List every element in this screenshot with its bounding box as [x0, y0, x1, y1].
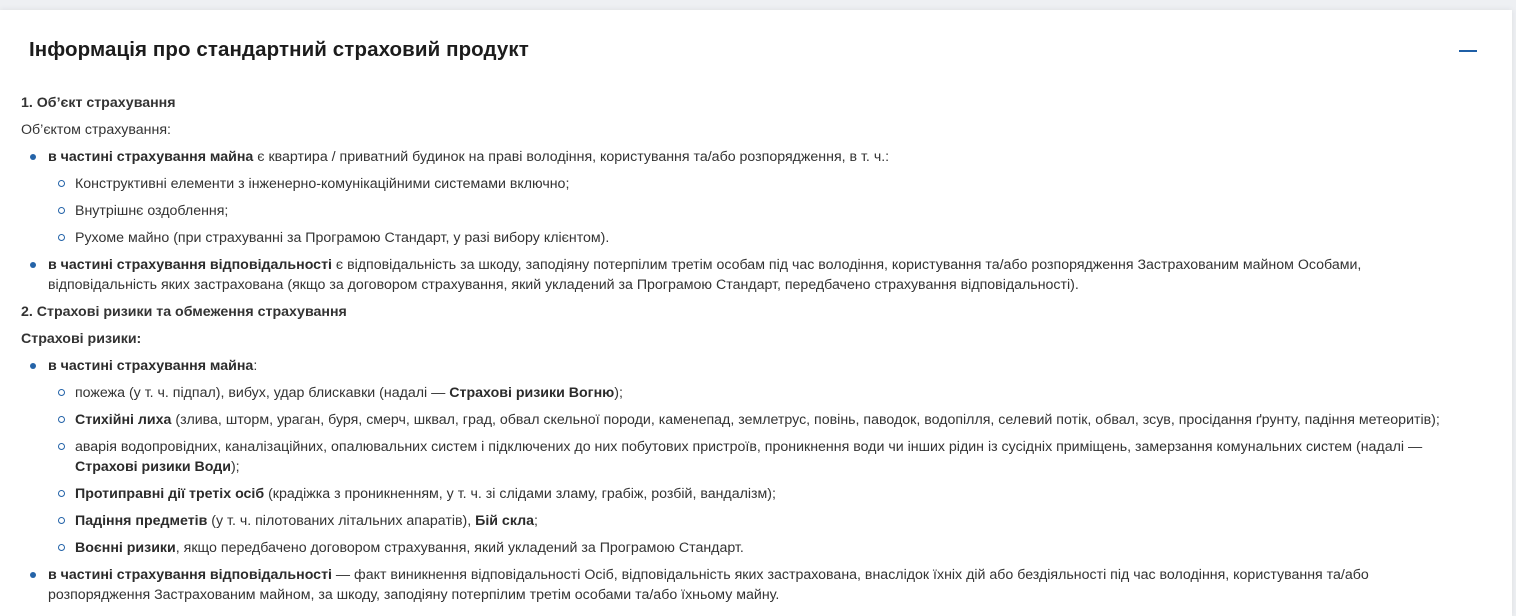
item-text: (злива, шторм, ураган, буря, смерч, шквал, град, обвал скельної породи, каменепад, землетрус, повінь, паводок, водопілля, селевий потік, обвал, зсув, просідання ґрунту, падіння метеоритів); — [171, 412, 1440, 428]
minus-icon[interactable] — [1452, 48, 1486, 70]
sub-list-item — [48, 437, 1472, 477]
item-text: — факт виникнення відповідальності Осіб, відповідальність яких застрахована, внаслідок їхніх дій або бездіяльності під час володіння, користування та/або розпорядження Застрахованим майном, за шкоду, заподіяну потерпілим третім особами та/або їхньому майну. — [48, 567, 1369, 603]
list-item — [21, 565, 1472, 605]
list-item — [21, 356, 1472, 558]
bullet-list — [21, 356, 1472, 605]
bold-text: Падіння предметів — [75, 513, 208, 529]
bold-text: Страхові ризики Води — [75, 459, 231, 475]
bold-text: в частині страхування відповідальності — [48, 257, 332, 273]
sub-list — [48, 174, 1472, 248]
bold-text: Страхові ризики Вогню — [449, 385, 615, 401]
list-item — [21, 255, 1472, 295]
item-text: є відповідальність за шкоду, заподіяну потерпілим третім особам під час володіння, користування та/або розпорядження Застрахованим майном Особами, відповідальність яких застрахована (якщо за договором страхування, який укладений за Програмою Стандарт, передбачено страхування відповідальності). — [48, 257, 1362, 293]
item-text: ; — [534, 513, 538, 529]
item-text: (у т. ч. пілотованих літальних апаратів), — [207, 513, 476, 529]
section-intro: Об’єктом страхування: — [21, 122, 171, 138]
sub-list-item: Внутрішнє оздоблення; — [48, 201, 1472, 221]
sub-list-item: Конструктивні елементи з інженерно-комунікаційними системами включно; — [48, 174, 1472, 194]
bullet-list — [21, 147, 1472, 295]
sub-list — [48, 383, 1472, 558]
accordion-title: Інформація про стандартний страховий продукт — [29, 38, 529, 61]
item-text: (крадіжка з проникненням, у т. ч. зі слідами зламу, грабіж, розбій, вандалізм); — [264, 486, 776, 502]
sub-list-item — [48, 383, 1472, 403]
bold-text: Протиправні дії третіх осіб — [75, 486, 265, 502]
item-text: ); — [614, 385, 623, 401]
bold-text: Стихійні лиха — [75, 412, 172, 428]
sub-list-item — [48, 538, 1472, 558]
list-item — [21, 147, 1472, 248]
accordion-header[interactable] — [0, 10, 1512, 92]
section-subheading: Страхові ризики: — [21, 331, 142, 347]
accordion-card — [0, 10, 1512, 616]
sub-list-item — [48, 484, 1472, 504]
item-text: ); — [230, 459, 240, 475]
section-heading: 2. Страхові ризики та обмеження страхування — [21, 304, 347, 320]
sub-list-item: Рухоме майно (при страхуванні за Програмою Стандарт, у разі вибору клієнтом). — [48, 228, 1472, 248]
sub-list-item — [48, 410, 1472, 430]
item-text: пожежа (у т. ч. підпал), вибух, удар блискавки (надалі — — [75, 385, 450, 401]
item-text: : — [253, 358, 258, 374]
section-heading: 1. Об’єкт страхування — [21, 95, 176, 111]
minus-bar — [1459, 50, 1477, 52]
item-text: , якщо передбачено договором страхування, який укладений за Програмою Стандарт. — [175, 540, 744, 556]
bold-text: в частині страхування майна — [48, 358, 254, 374]
bold-text: Бій скла — [475, 513, 534, 529]
sub-list-item — [48, 511, 1472, 531]
bold-text: Воєнні ризики — [75, 540, 176, 556]
accordion-content — [21, 93, 1472, 612]
item-text: є квартира / приватний будинок на праві володіння, користування та/або розпорядження, в т. ч.: — [253, 149, 890, 165]
bold-text: в частині страхування відповідальності — [48, 567, 332, 583]
item-text: аварія водопровідних, каналізаційних, опалювальних систем і підключених до них побутових пристроїв, проникнення води чи інших рідин із сусідніх приміщень, замерзання комунальних систем (надалі — — [75, 439, 1423, 455]
bold-text: в частині страхування майна — [48, 149, 254, 165]
